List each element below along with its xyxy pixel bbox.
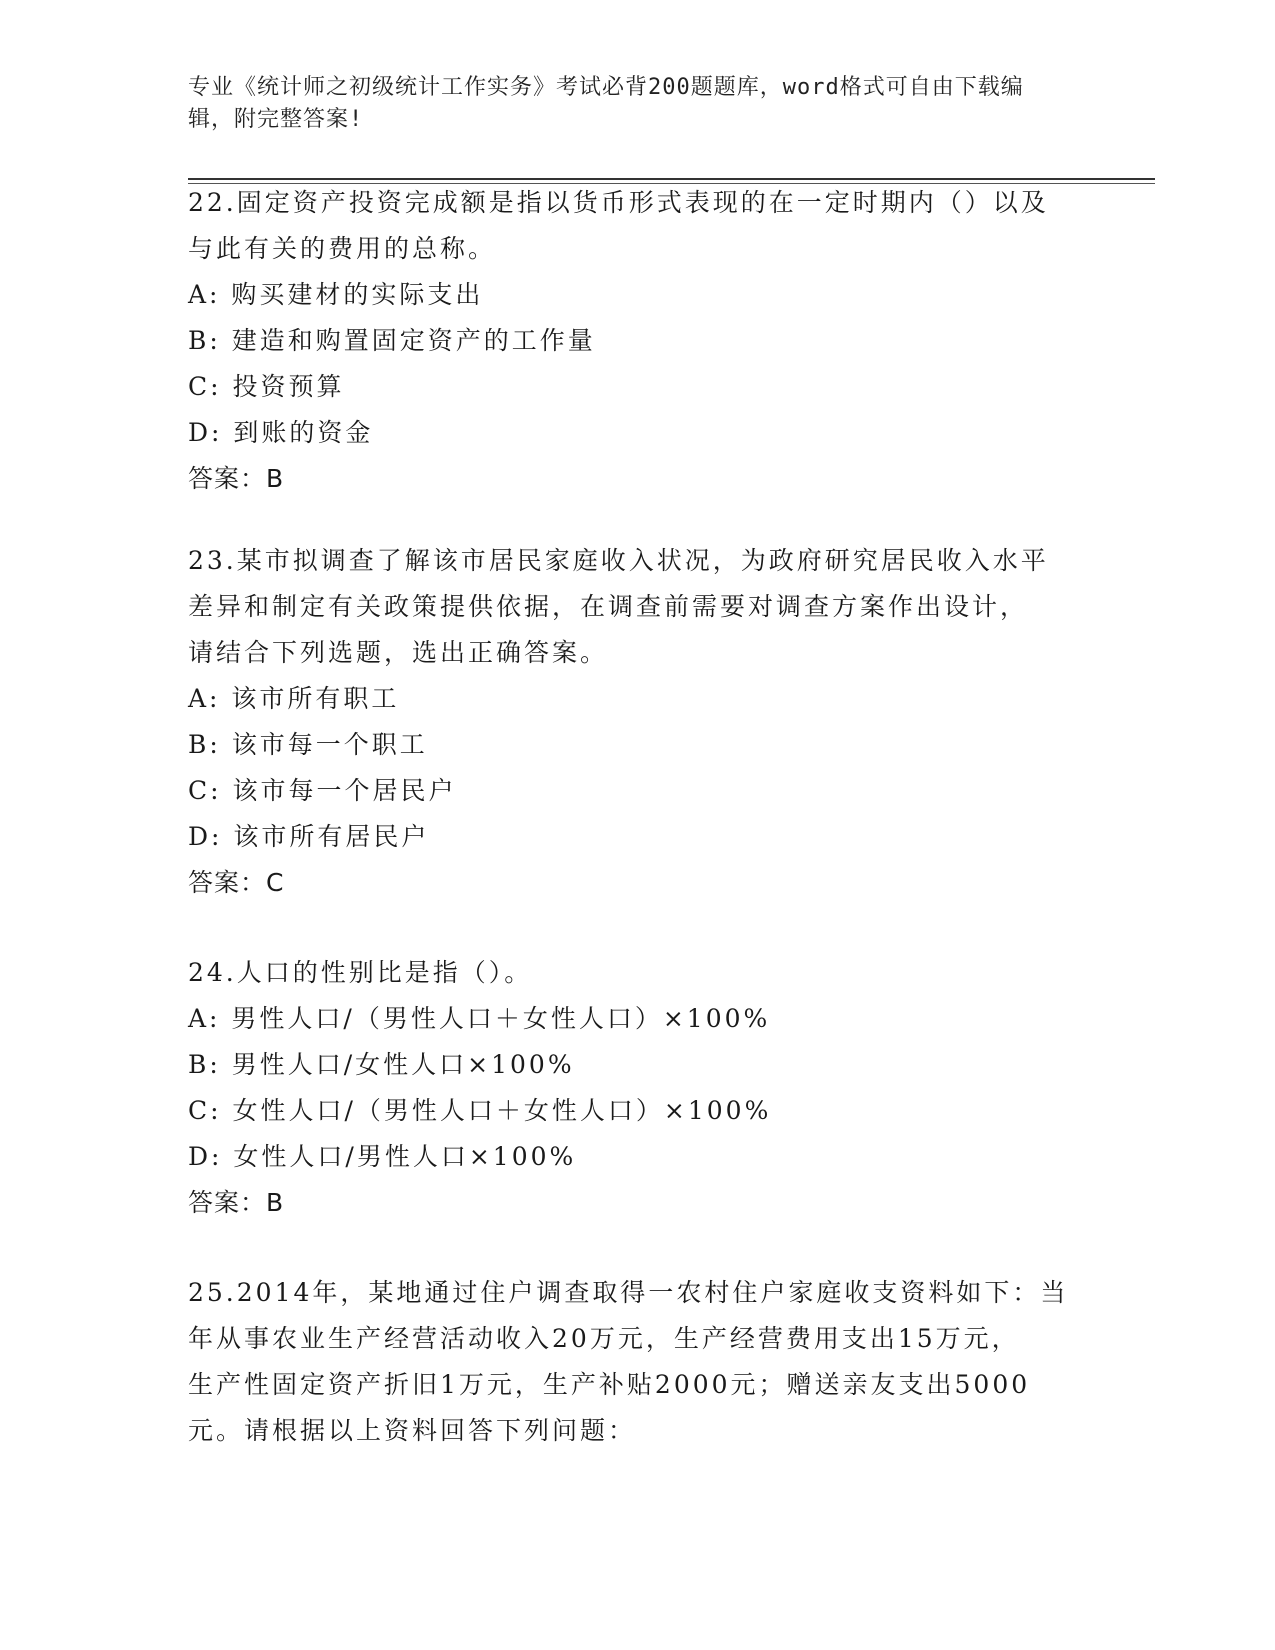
option-a: A: 购买建材的实际支出 bbox=[188, 280, 484, 309]
question-stem-line: 25.2014年，某地通过住户调查取得一农村住户家庭收支资料如下：当 bbox=[188, 1278, 1069, 1307]
answer-label: 答案：C bbox=[188, 868, 285, 897]
question-stem-line: 22.固定资产投资完成额是指以货币形式表现的在一定时期内（）以及 bbox=[188, 188, 1049, 217]
question-stem-line: 24.人口的性别比是指（）。 bbox=[188, 958, 533, 987]
question-stem-line: 生产性固定资产折旧1万元，生产补贴2000元；赠送亲友支出5000 bbox=[188, 1370, 1031, 1399]
question-stem-line: 元。请根据以上资料回答下列问题： bbox=[188, 1416, 637, 1445]
option-d: D: 到账的资金 bbox=[188, 418, 374, 447]
question-stem-line: 与此有关的费用的总称。 bbox=[188, 234, 497, 263]
option-b: B: 该市每一个职工 bbox=[188, 730, 428, 759]
question-23 bbox=[188, 538, 1088, 906]
question-stem-line: 23.某市拟调查了解该市居民家庭收入状况，为政府研究居民收入水平 bbox=[188, 546, 1049, 575]
option-b: B: 建造和购置固定资产的工作量 bbox=[188, 326, 596, 355]
option-c: C: 女性人口/（男性人口＋女性人口）×100% bbox=[188, 1096, 772, 1125]
answer-label: 答案：B bbox=[188, 1188, 285, 1217]
option-d: D: 该市所有居民户 bbox=[188, 822, 430, 851]
option-c: C: 该市每一个居民户 bbox=[188, 776, 457, 805]
answer-label: 答案：B bbox=[188, 464, 285, 493]
question-22 bbox=[188, 180, 1088, 502]
option-b: B: 男性人口/女性人口×100% bbox=[188, 1050, 575, 1079]
option-d: D: 女性人口/男性人口×100% bbox=[188, 1142, 577, 1171]
option-a: A: 该市所有职工 bbox=[188, 684, 400, 713]
question-25 bbox=[188, 1270, 1088, 1454]
question-stem-line: 请结合下列选题，选出正确答案。 bbox=[188, 638, 609, 667]
question-stem-line: 年从事农业生产经营活动收入20万元，生产经营费用支出15万元， bbox=[188, 1324, 1020, 1353]
document-header: 专业《统计师之初级统计工作实务》考试必背200题题库，word格式可自由下载编辑，附完整答案! bbox=[188, 75, 1024, 132]
question-stem-line: 差异和制定有关政策提供依据，在调查前需要对调查方案作出设计， bbox=[188, 592, 1029, 621]
option-a: A: 男性人口/（男性人口＋女性人口）×100% bbox=[188, 1004, 771, 1033]
question-24 bbox=[188, 950, 1088, 1226]
option-c: C: 投资预算 bbox=[188, 372, 345, 401]
